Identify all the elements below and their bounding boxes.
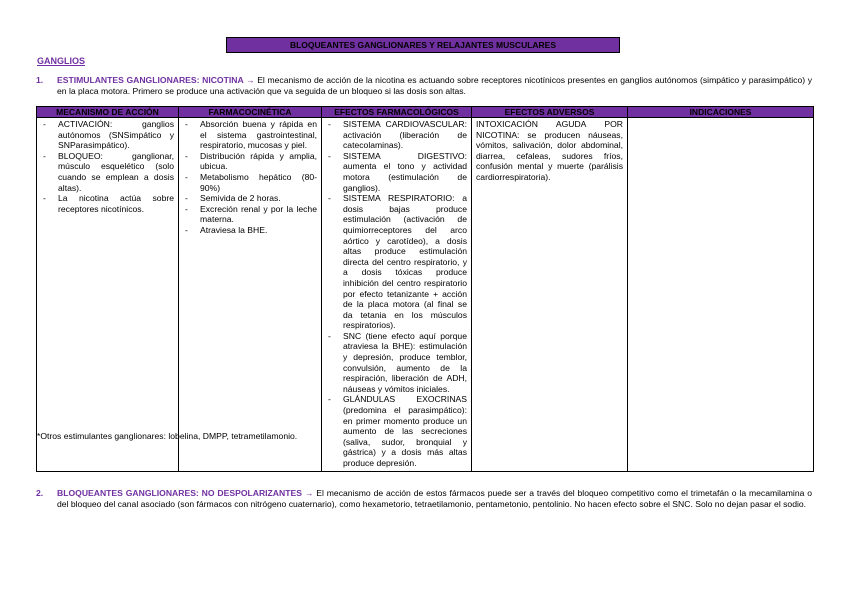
cell-indicaciones [628, 118, 814, 472]
item-1-text: El mecanismo de acción de la nicotina es actuando sobre receptores nicotínicos presentes en ganglios autónomos (simpático y parasimpático) y en la placa motora. Primero se produce una activación que va seguida de un bloqueo si las dosis son altas. [57, 75, 813, 96]
cell-mecanismo [37, 118, 179, 472]
item-2-number: 2. [36, 488, 44, 498]
table-row [37, 118, 814, 472]
item-2-heading: BLOQUEANTES GANGLIONARES: NO DESPOLARIZANTES → [57, 488, 314, 498]
list-item: - ACTIVACIÓN: ganglios autónomos (SNSimpático y SNParasimpático). [41, 119, 174, 151]
section-label-ganglios: GANGLIOS [37, 56, 86, 66]
list-item: - Distribución rápida y amplia, ubicua. [183, 151, 317, 172]
item-2-paragraph [36, 488, 813, 510]
list-item: - Excreción renal y por la leche materna. [183, 204, 317, 225]
item-1-heading: ESTIMULANTES GANGLIONARES: NICOTINA → [57, 75, 255, 85]
document-title-banner: BLOQUEANTES GANGLIONARES Y RELAJANTES MUSCULARES [226, 37, 620, 53]
list-item: - SISTEMA RESPIRATORIO: a dosis bajas produce estimulación (activación de quimiorreceptores del arco aórtico y carotídeo), a dosis altas produce estimulación directa del centro respiratorio, y a dosis tóxicas produce inhibición del centro respiratorio por efecto tetanizante + acción de la placa motora (al final se da tetania en los músculos respiratorios). [326, 193, 467, 331]
list-item: - La nicotina actúa sobre receptores nicotínicos. [41, 193, 174, 214]
list-item: - BLOQUEO: ganglionar, músculo esquelético (solo cuando se emplean a dosis altas). [41, 151, 174, 193]
list-item: - Semivida de 2 horas. [183, 193, 317, 204]
list-item: - SNC (tiene efecto aquí porque atraviesa la BHE): estimulación y depresión, produce temblor, convulsión, aumento de la respiración, liberación de ADH, náuseas y vómitos iniciales. [326, 331, 467, 395]
list-item: - Absorción buena y rápida en el sistema gastrointestinal, respiratorio, mucosas y piel. [183, 119, 317, 151]
item-1-paragraph [36, 75, 813, 97]
list-item: - GLÁNDULAS EXOCRINAS (predomina el parasimpático): en primer momento produce un aumento de las secreciones (saliva, sudor, bronquial y gástrica) y a dosis más altas produce depresión. [326, 394, 467, 468]
item-2-text: El mecanismo de acción de estos fármacos puede ser a través del bloqueo competitivo como el trimetafán o la mecamilamina o del bloqueo del canal asociado (son fármacos con nitrógeno cuaternario), como hexametorio, tetraetilamonio, pentametonio, pentolinio. No hacen efecto sobre el SNC. Solo no dejan pasar el sodio. [57, 488, 813, 509]
header-efectos-farmacologicos: EFECTOS FARMACOLÓGICOS [322, 107, 472, 118]
header-indicaciones: INDICACIONES [628, 107, 814, 118]
list-item: - SISTEMA CARDIOVASCULAR: activación (liberación de catecolaminas). [326, 119, 467, 151]
list-item: - Atraviesa la BHE. [183, 225, 317, 236]
cell-efectos-farmacologicos [322, 118, 472, 472]
header-efectos-adversos: EFECTOS ADVERSOS [472, 107, 628, 118]
header-mecanismo: MECANISMO DE ACCIÓN [37, 107, 179, 118]
item-1-number: 1. [36, 75, 44, 85]
list-item: - Metabolismo hepático (80-90%) [183, 172, 317, 193]
header-farmacocinetica: FARMACOCINÉTICA [179, 107, 322, 118]
list-item: - SISTEMA DIGESTIVO: aumenta el tono y actividad motora (estimulación de ganglios). [326, 151, 467, 193]
table-header-row [37, 107, 814, 118]
footnote: *Otros estimulantes ganglionares: lobelina, DMPP, tetrametilamonio. [37, 431, 298, 441]
cell-efectos-adversos: INTOXICACIÓN AGUDA POR NICOTINA: se producen náuseas, vómitos, salivación, dolor abdominal, diarrea, cefaleas, sudores fríos, confusión mental y muerte (parálisis cardiorrespiratoria). [472, 118, 628, 472]
cell-farmacocinetica [179, 118, 322, 472]
nicotine-table [36, 106, 814, 472]
